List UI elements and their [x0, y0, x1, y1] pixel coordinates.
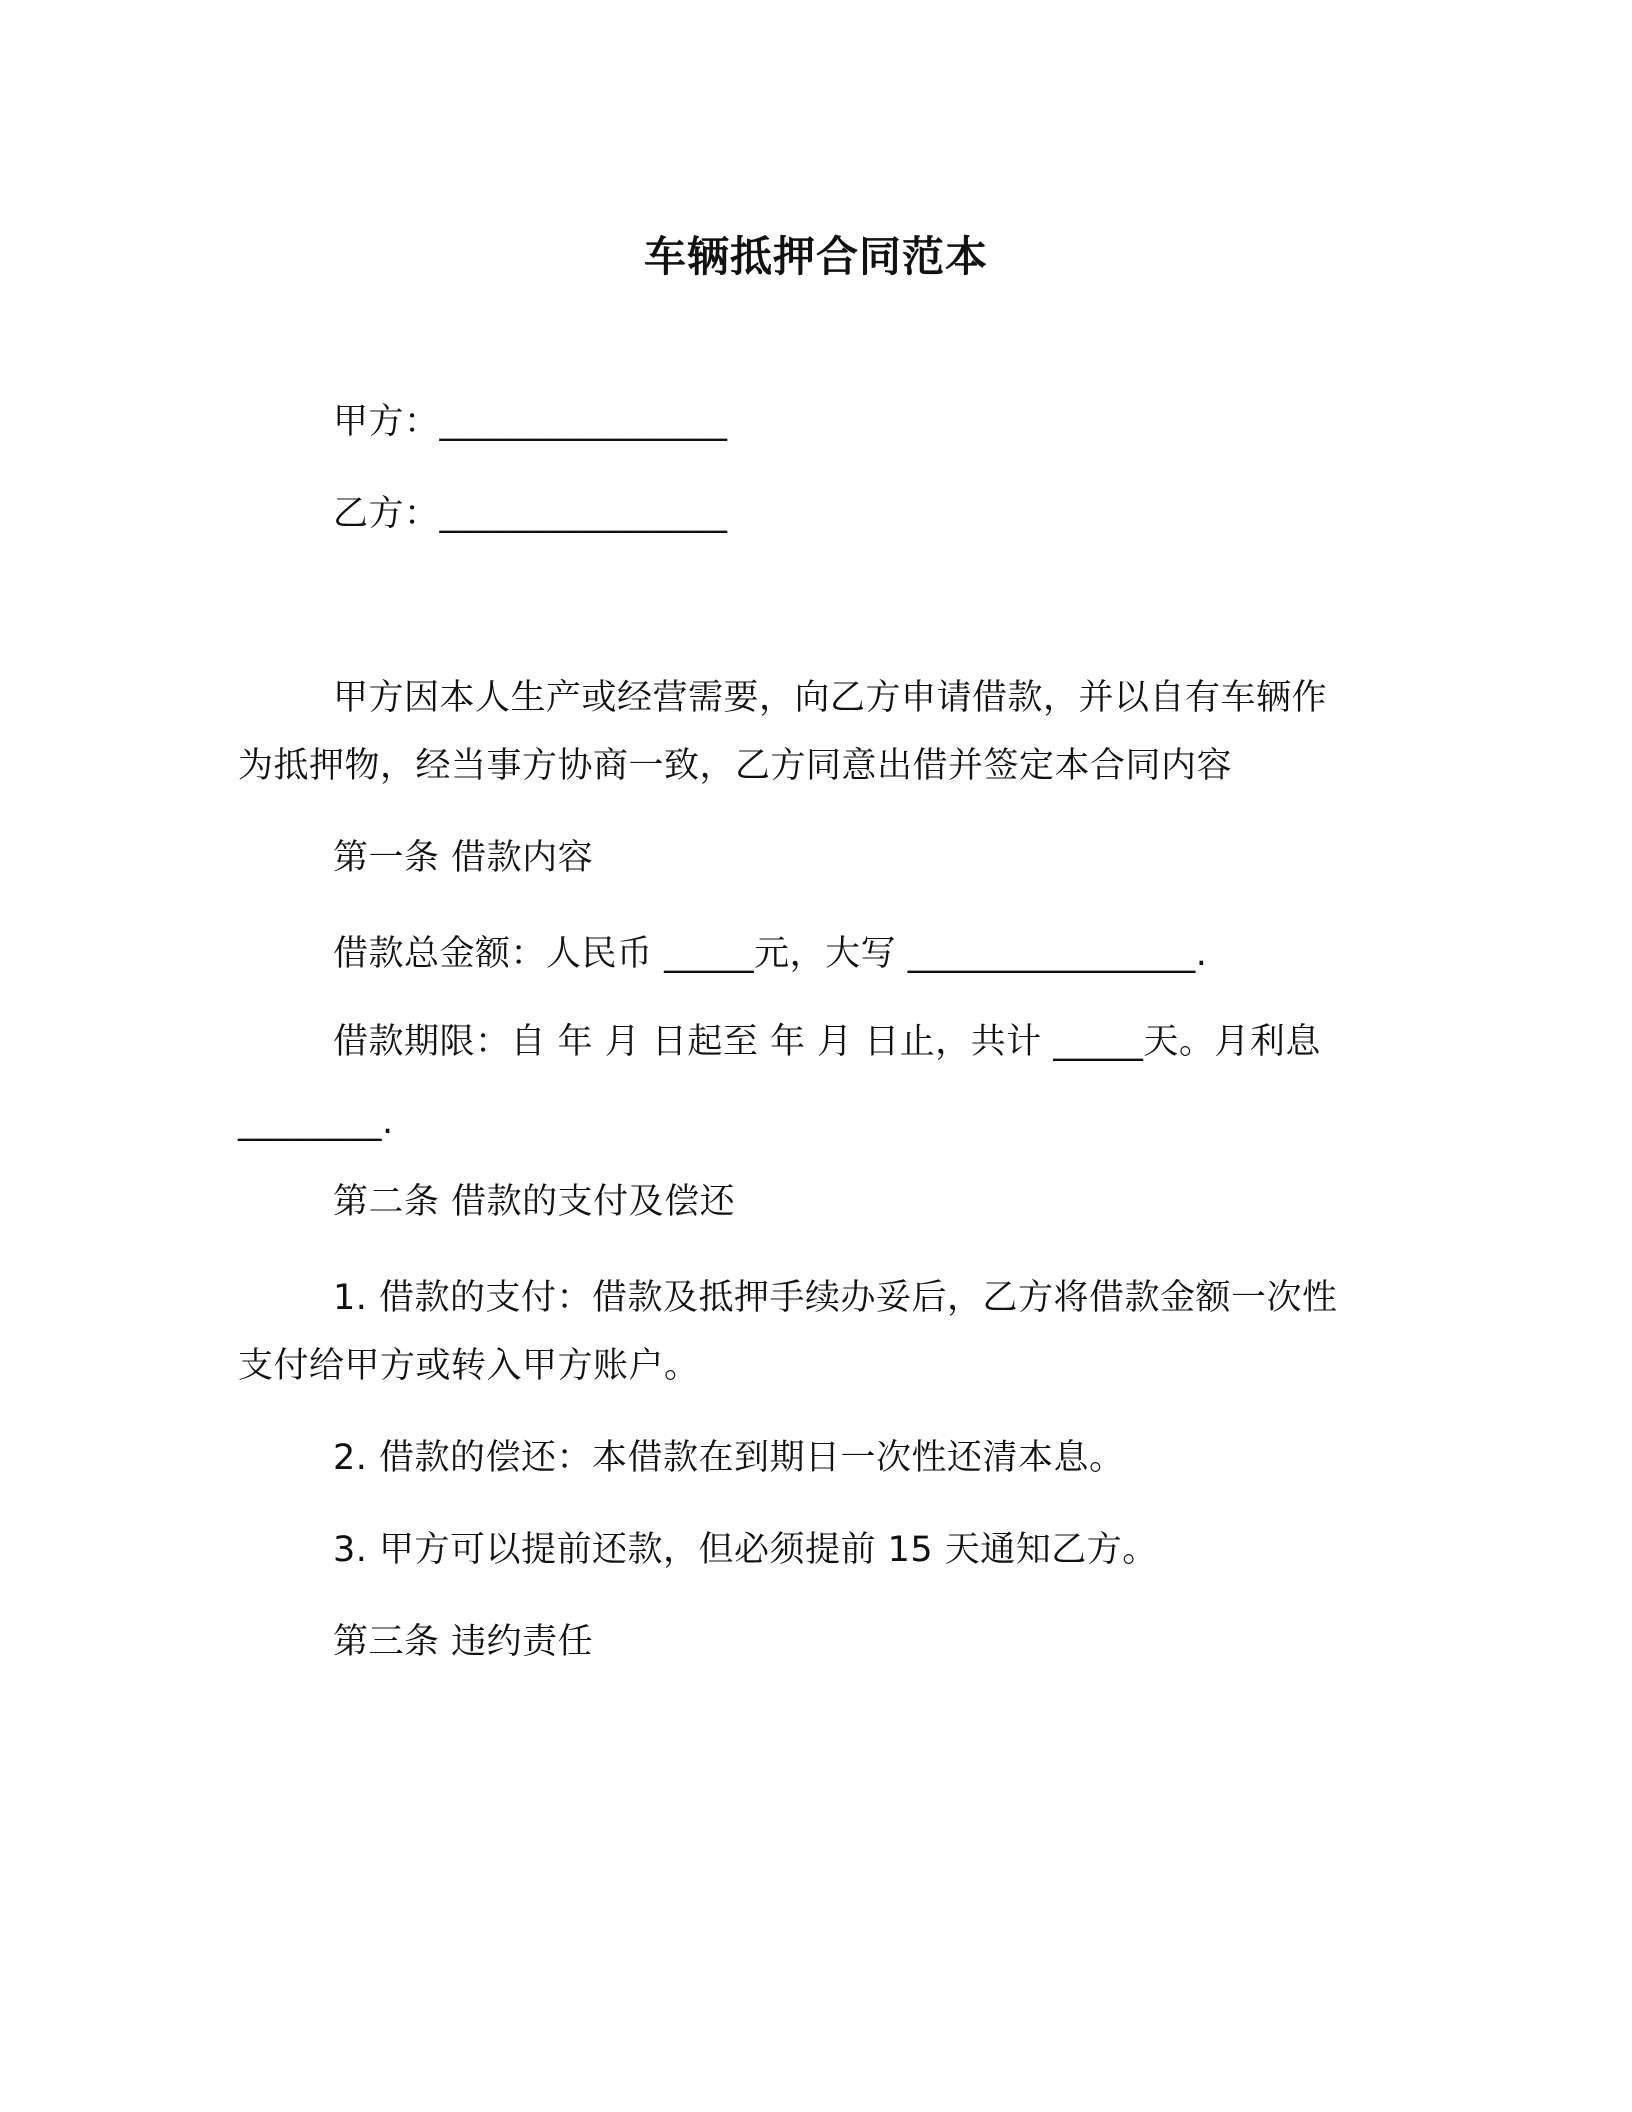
item-1-line-2: 支付给甲方或转入甲方账户。: [238, 1346, 700, 1386]
intro-line-2: 为抵押物，经当事方协商一致，乙方同意出借并签定本合同内容: [238, 746, 1233, 786]
item-3-line: 3. 甲方可以提前还款，但必须提前 15 天通知乙方。: [333, 1530, 1158, 1570]
party-b-line: 乙方：________________: [333, 494, 728, 534]
article-2-heading: 第二条 借款的支付及偿还: [333, 1182, 736, 1222]
intro-line-1: 甲方因本人生产或经营需要，向乙方申请借款，并以自有车辆作: [333, 678, 1328, 718]
loan-term-line-2: ________.: [238, 1102, 394, 1142]
article-3-heading: 第三条 违约责任: [333, 1622, 594, 1662]
item-1-line-1: 1. 借款的支付：借款及抵押手续办妥后，乙方将借款金额一次性: [333, 1278, 1338, 1318]
loan-term-line-1: 借款期限：自 年 月 日起至 年 月 日止，共计 _____天。月利息: [333, 1022, 1321, 1062]
item-2-line: 2. 借款的偿还：本借款在到期日一次性还清本息。: [333, 1438, 1125, 1478]
party-a-line: 甲方：________________: [333, 402, 728, 442]
article-1-heading: 第一条 借款内容: [333, 838, 594, 878]
document-title: 车辆抵押合同范本: [643, 232, 988, 281]
loan-amount-line: 借款总金额：人民币 _____元，大写 ________________.: [333, 934, 1208, 974]
